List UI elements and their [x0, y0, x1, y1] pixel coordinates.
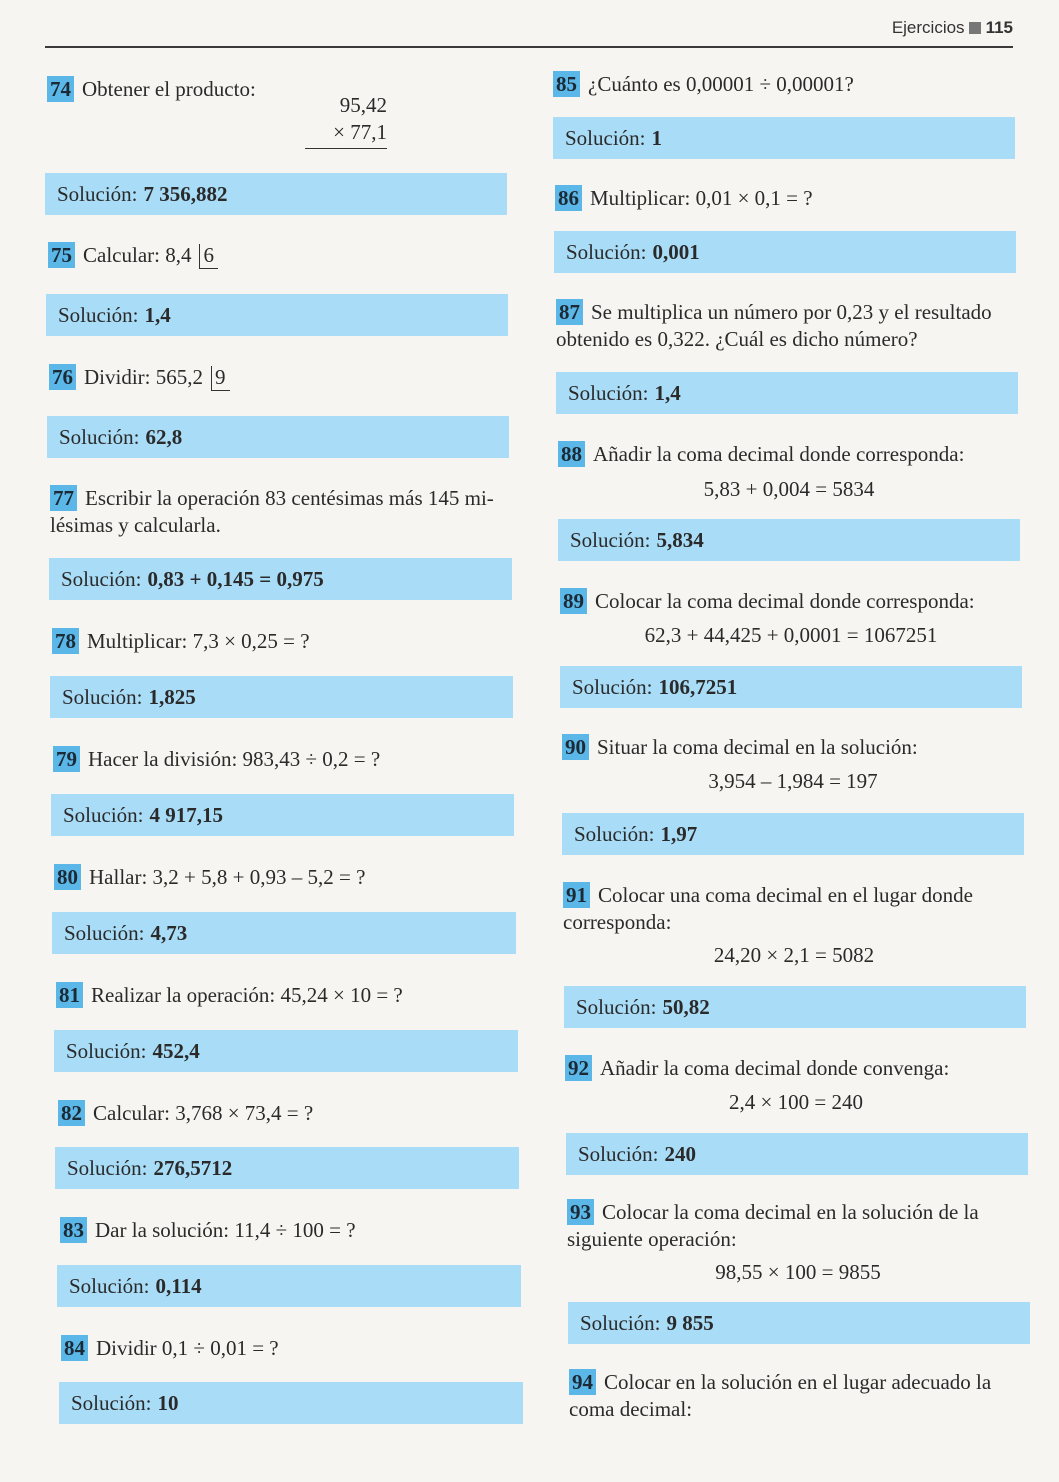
solution-label: Solución: — [58, 303, 139, 327]
exercise-number: 90 — [562, 734, 589, 760]
division-bracket: 6 — [199, 244, 218, 269]
exercise-number: 78 — [52, 628, 79, 654]
exercise-text: Añadir la coma decimal donde convenga: — [600, 1056, 950, 1080]
exercise-82 — [58, 1100, 313, 1127]
exercise-text-continued: obtenido es 0,322. ¿Cuál es dicho número? — [556, 327, 918, 351]
solution-label: Solución: — [580, 1311, 661, 1335]
exercise-text: Multiplicar: 0,01 × 0,1 = ? — [590, 186, 813, 210]
exercise-89 — [560, 588, 1022, 649]
multiplication-setup — [305, 92, 387, 149]
solution-value: 1,97 — [660, 822, 698, 846]
solution-76 — [47, 416, 509, 458]
operand-2: × 77,1 — [333, 120, 387, 144]
solution-label: Solución: — [57, 182, 138, 206]
solution-label: Solución: — [576, 995, 657, 1019]
exercise-77 — [50, 485, 512, 539]
equation: 5,83 + 0,004 = 5834 — [703, 477, 875, 501]
exercise-number: 94 — [569, 1369, 596, 1395]
solution-label: Solución: — [570, 528, 651, 552]
exercise-85 — [553, 71, 854, 98]
solution-value: 7 356,882 — [143, 182, 228, 206]
exercise-text: Se multiplica un número por 0,23 y el resultado — [591, 300, 992, 324]
exercise-83 — [60, 1217, 356, 1244]
exercise-88 — [558, 441, 1020, 503]
solution-84 — [59, 1382, 523, 1424]
exercise-text: Colocar una coma decimal en el lugar donde — [598, 883, 973, 907]
exercise-number: 87 — [556, 299, 583, 325]
exercise-91 — [563, 882, 1025, 969]
equation: 98,55 × 100 = 9855 — [715, 1260, 881, 1284]
solution-label: Solución: — [69, 1274, 150, 1298]
result-line — [305, 148, 387, 149]
exercise-text: Calcular: 8,4 — [83, 243, 192, 267]
solution-83 — [57, 1265, 521, 1307]
exercise-text: Escribir la operación 83 centésimas más 145 mi- — [85, 486, 494, 510]
exercise-text: Dividir 0,1 ÷ 0,01 = ? — [96, 1336, 279, 1360]
solution-label: Solución: — [64, 921, 145, 945]
solution-78 — [50, 676, 513, 718]
exercise-87 — [556, 299, 1018, 353]
exercise-number: 89 — [560, 588, 587, 614]
exercise-76 — [49, 364, 230, 391]
division-bracket: 9 — [211, 366, 230, 391]
solution-value: 1,825 — [148, 685, 196, 709]
exercise-text: Multiplicar: 7,3 × 0,25 = ? — [87, 629, 310, 653]
equation: 62,3 + 44,425 + 0,0001 = 1067251 — [644, 623, 938, 647]
exercise-text: Colocar en la solución en el lugar adecuado la — [604, 1370, 992, 1394]
exercise-text: Añadir la coma decimal donde corresponda: — [593, 442, 965, 466]
solution-77 — [49, 558, 512, 600]
page-number: 115 — [985, 18, 1013, 37]
solution-87 — [556, 372, 1018, 414]
exercise-84 — [61, 1335, 279, 1362]
solution-value: 4,73 — [150, 921, 188, 945]
exercise-text: Situar la coma decimal en la solución: — [597, 735, 918, 759]
exercise-text: Realizar la operación: 45,24 × 10 = ? — [91, 983, 403, 1007]
equation: 3,954 – 1,984 = 197 — [708, 769, 878, 793]
exercise-number: 84 — [61, 1335, 88, 1361]
exercise-number: 85 — [553, 71, 580, 97]
exercise-80 — [54, 864, 365, 891]
solution-label: Solución: — [565, 126, 646, 150]
exercise-number: 91 — [563, 882, 590, 908]
solution-value: 10 — [157, 1391, 179, 1415]
solution-93 — [568, 1302, 1030, 1344]
solution-label: Solución: — [66, 1039, 147, 1063]
exercise-number: 83 — [60, 1217, 87, 1243]
exercise-92 — [565, 1055, 1027, 1116]
solution-label: Solución: — [71, 1391, 152, 1415]
exercise-number: 74 — [47, 76, 74, 102]
exercise-number: 86 — [555, 185, 582, 211]
exercise-text: Calcular: 3,768 × 73,4 = ? — [93, 1101, 314, 1125]
exercise-79 — [53, 746, 380, 773]
exercise-text-continued: lésimas y calcularla. — [50, 513, 221, 537]
exercise-text-continued: corresponda: — [563, 910, 672, 934]
exercise-text: Hacer la división: 983,43 ÷ 0,2 = ? — [88, 747, 381, 771]
solution-label: Solución: — [568, 381, 649, 405]
solution-label: Solución: — [566, 240, 647, 264]
solution-value: 50,82 — [662, 995, 710, 1019]
solution-79 — [51, 794, 514, 836]
solution-86 — [554, 231, 1016, 273]
exercise-text: ¿Cuánto es 0,00001 ÷ 0,00001? — [588, 72, 854, 96]
exercise-number: 92 — [565, 1055, 592, 1081]
solution-value: 452,4 — [152, 1039, 200, 1063]
exercise-93 — [567, 1199, 1029, 1286]
exercise-90 — [562, 734, 1024, 795]
exercise-text: Colocar la coma decimal en la solución de la — [602, 1200, 979, 1224]
section-title: Ejercicios — [891, 18, 965, 37]
solution-value: 106,7251 — [658, 675, 738, 699]
solution-74 — [45, 173, 507, 215]
exercise-text: Hallar: 3,2 + 5,8 + 0,93 – 5,2 = ? — [89, 865, 366, 889]
square-bullet-icon — [969, 22, 981, 34]
exercise-text: Dividir: 565,2 — [84, 365, 203, 389]
solution-label: Solución: — [59, 425, 140, 449]
solution-value: 0,001 — [652, 240, 700, 264]
solution-label: Solución: — [62, 685, 143, 709]
solution-75 — [46, 294, 508, 336]
solution-92 — [566, 1133, 1028, 1175]
exercise-number: 88 — [558, 441, 585, 467]
solution-value: 9 855 — [666, 1311, 714, 1335]
exercise-number: 79 — [53, 746, 80, 772]
solution-90 — [562, 813, 1024, 855]
solution-value: 4 917,15 — [149, 803, 224, 827]
solution-label: Solución: — [67, 1156, 148, 1180]
exercise-78 — [52, 628, 310, 655]
solution-88 — [558, 519, 1020, 561]
solution-label: Solución: — [572, 675, 653, 699]
solution-89 — [560, 666, 1022, 708]
solution-value: 1,4 — [144, 303, 171, 327]
solution-85 — [553, 117, 1015, 159]
solution-value: 5,834 — [656, 528, 704, 552]
solution-value: 1,4 — [654, 381, 681, 405]
operand-1: 95,42 — [339, 93, 387, 117]
exercise-number: 77 — [50, 485, 77, 511]
solution-label: Solución: — [61, 567, 142, 591]
solution-value: 0,83 + 0,145 = 0,975 — [147, 567, 324, 591]
solution-value: 240 — [664, 1142, 697, 1166]
exercise-86 — [555, 185, 813, 212]
page-header — [700, 18, 1013, 44]
solution-value: 62,8 — [145, 425, 183, 449]
exercise-number: 76 — [49, 364, 76, 390]
header-rule — [45, 46, 1013, 48]
exercise-74 — [47, 76, 256, 103]
exercise-number: 81 — [56, 982, 83, 1008]
exercise-text: Colocar la coma decimal donde corresponda: — [595, 589, 975, 613]
solution-81 — [54, 1030, 518, 1072]
exercise-text-continued: coma decimal: — [569, 1397, 693, 1421]
exercise-number: 93 — [567, 1199, 594, 1225]
equation: 24,20 × 2,1 = 5082 — [713, 943, 875, 967]
exercise-number: 75 — [48, 242, 75, 268]
equation: 2,4 × 100 = 240 — [729, 1090, 863, 1114]
exercise-text-continued: siguiente operación: — [567, 1227, 737, 1251]
solution-82 — [55, 1147, 519, 1189]
solution-91 — [564, 986, 1026, 1028]
solution-label: Solución: — [578, 1142, 659, 1166]
exercise-75 — [48, 242, 218, 269]
solution-80 — [52, 912, 516, 954]
solution-label: Solución: — [63, 803, 144, 827]
solution-value: 0,114 — [155, 1274, 202, 1298]
exercise-number: 80 — [54, 864, 81, 890]
exercise-94 — [569, 1369, 1031, 1423]
exercise-81 — [56, 982, 403, 1009]
solution-value: 1 — [651, 126, 663, 150]
exercise-text: Obtener el producto: — [82, 77, 256, 101]
solution-label: Solución: — [574, 822, 655, 846]
exercise-text: Dar la solución: 11,4 ÷ 100 = ? — [95, 1218, 356, 1242]
solution-value: 276,5712 — [153, 1156, 233, 1180]
exercise-number: 82 — [58, 1100, 85, 1126]
